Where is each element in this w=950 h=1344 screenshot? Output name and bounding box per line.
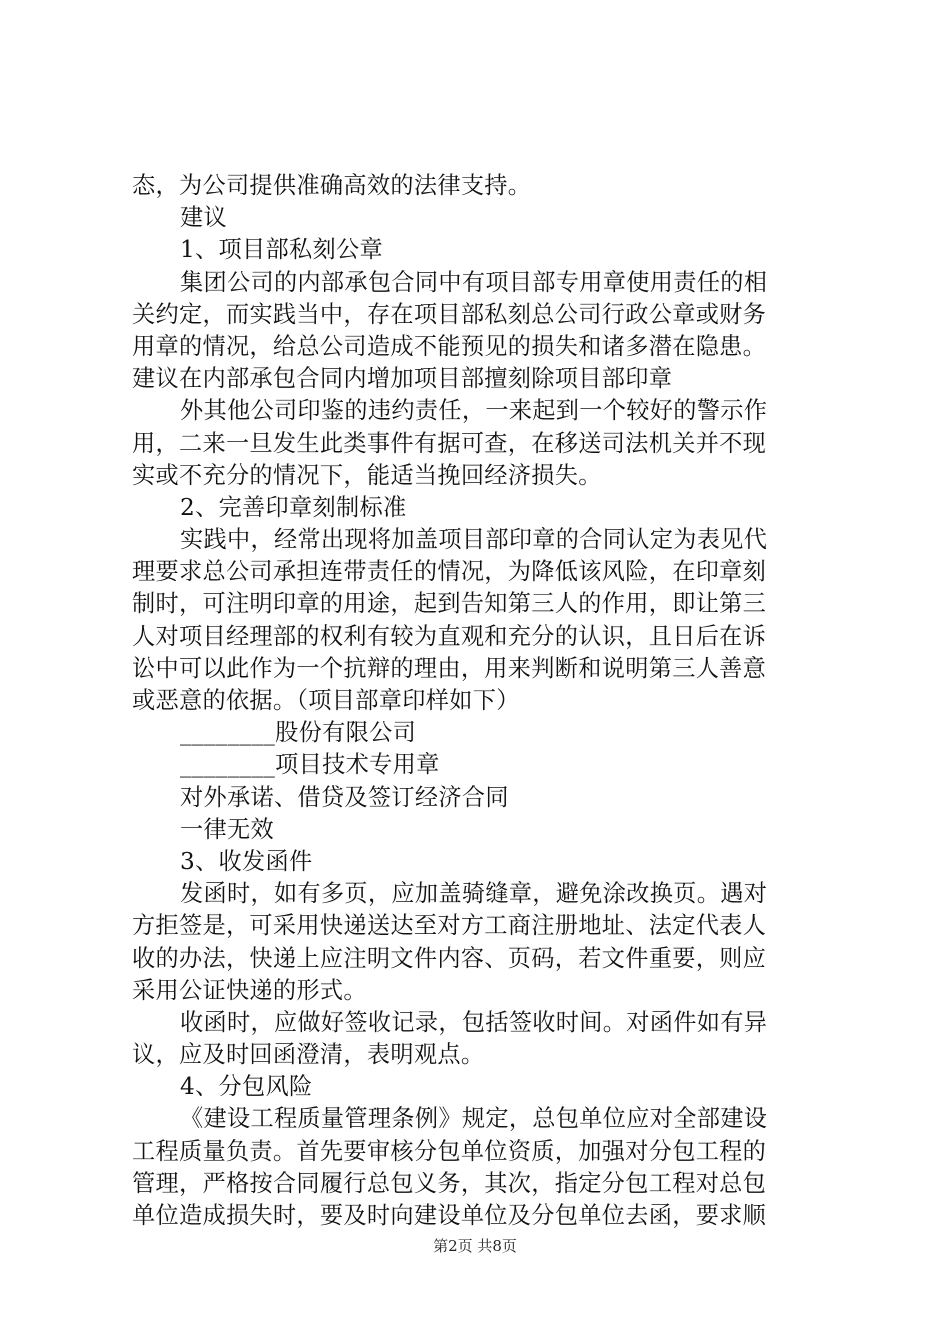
text-line: 态，为公司提供准确高效的法律支持。 bbox=[132, 172, 532, 199]
text-line: 对外承诺、借贷及签订经济合同 bbox=[180, 783, 509, 811]
page-footer: 第2页 共8页 bbox=[433, 1237, 517, 1255]
text-line: 采用公证快递的形式。 bbox=[132, 976, 367, 1004]
text-line: 管理，严格按合同履行总包义务，其次，指定分包工程对总包 bbox=[132, 1169, 767, 1197]
text-line: 工程质量负责。首先要审核分包单位资质，加强对分包工程的 bbox=[132, 1137, 767, 1165]
text-line: 《建设工程质量管理条例》规定，总包单位应对全部建设 bbox=[180, 1105, 768, 1133]
text-line: 建议在内部承包合同内增加项目部擅刻除项目部印章 bbox=[132, 365, 673, 393]
text-line: 发函时，如有多页，应加盖骑缝章，避免涂改换页。遇对 bbox=[180, 880, 768, 908]
text-line: 理要求总公司承担连带责任的情况，为降低该风险，在印章刻 bbox=[132, 558, 767, 586]
text-line: ________股份有限公司 bbox=[180, 719, 417, 747]
text-line: 关约定，而实践当中，存在项目部私刻总公司行政公章或财务 bbox=[132, 300, 767, 328]
text-line: 讼中可以此作为一个抗辩的理由，用来判断和说明第三人善意 bbox=[132, 654, 767, 682]
text-line: 建议 bbox=[180, 204, 227, 232]
text-line: ________项目技术专用章 bbox=[180, 751, 440, 779]
text-line: 实践中，经常出现将加盖项目部印章的合同认定为表见代 bbox=[180, 526, 768, 554]
text-line: 1、项目部私刻公章 bbox=[180, 236, 383, 264]
text-line: 一律无效 bbox=[180, 815, 274, 843]
text-line: 3、收发函件 bbox=[180, 847, 313, 875]
document-body bbox=[132, 170, 828, 1232]
text-line: 收的办法，快递上应注明文件内容、页码，若文件重要，则应 bbox=[132, 944, 767, 972]
text-line: 用，二来一旦发生此类事件有据可查，在移送司法机关并不现 bbox=[132, 429, 767, 457]
text-line: 单位造成损失时，要及时向建设单位及分包单位去函，要求顺 bbox=[132, 1202, 767, 1229]
text-line: 议，应及时回函澄清，表明观点。 bbox=[132, 1041, 485, 1069]
text-line: 收函时，应做好签收记录，包括签收时间。对函件如有异 bbox=[180, 1008, 768, 1036]
text-line: 外其他公司印鉴的违约责任，一来起到一个较好的警示作 bbox=[180, 397, 768, 425]
text-line: 制时，可注明印章的用途，起到告知第三人的作用，即让第三 bbox=[132, 590, 767, 618]
text-line: 方拒签是，可采用快递送达至对方工商注册地址、法定代表人 bbox=[132, 912, 767, 940]
text-line: 2、完善印章刻制标准 bbox=[180, 493, 407, 521]
text-line: 用章的情况，给总公司造成不能预见的损失和诸多潜在隐患。 bbox=[132, 332, 767, 360]
text-line: 集团公司的内部承包合同中有项目部专用章使用责任的相 bbox=[180, 268, 768, 296]
text-line: 或恶意的依据。（项目部章印样如下） bbox=[132, 687, 520, 714]
text-line: 人对项目经理部的权利有较为直观和充分的认识，且日后在诉 bbox=[132, 622, 767, 650]
text-line: 实或不充分的情况下，能适当挽回经济损失。 bbox=[132, 461, 602, 489]
text-line: 4、分包风险 bbox=[180, 1073, 313, 1101]
